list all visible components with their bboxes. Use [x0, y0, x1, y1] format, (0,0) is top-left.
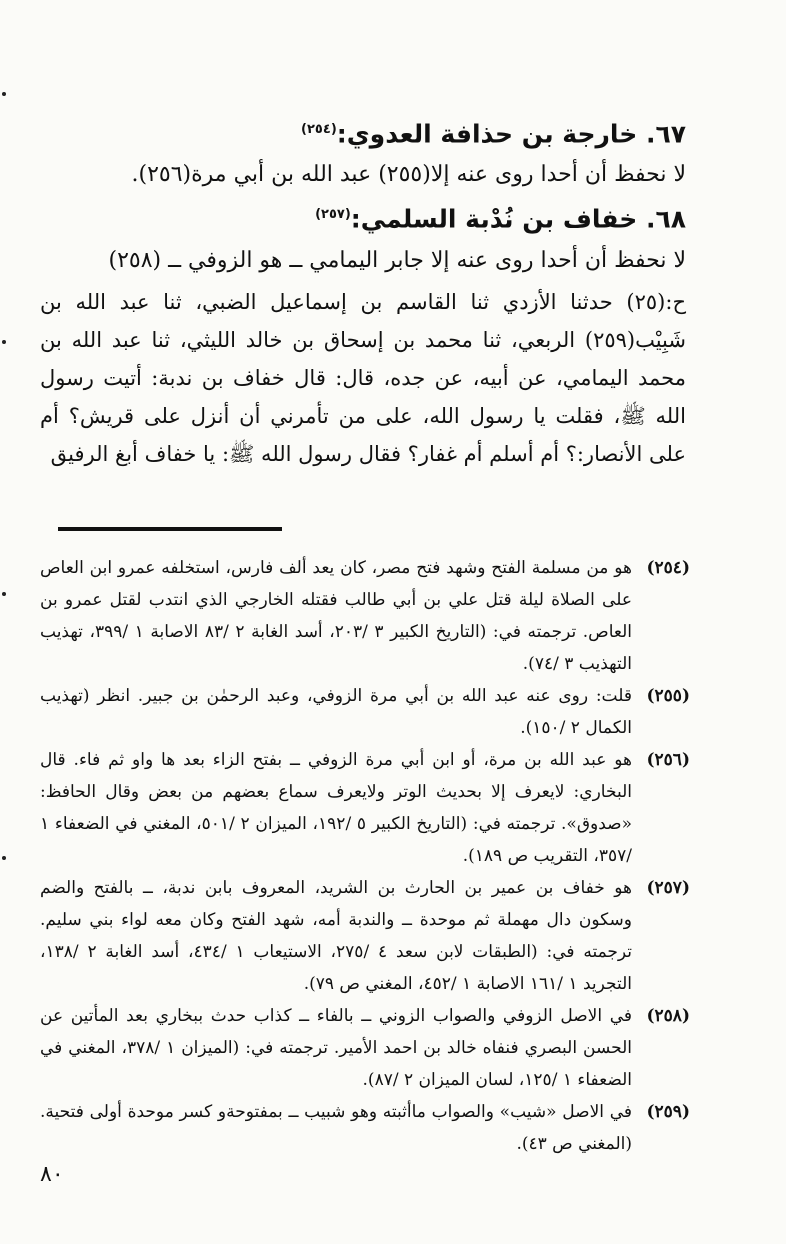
- page-number: ٨٠: [40, 1162, 64, 1187]
- footnote-text: في الاصل الزوفي والصواب الزوني ــ بالفاء ــ كذاب حدث ببخاري بعد المأتين عن الحسن البصري فنفاه خالد بن احمد الأمير. ترجمته في: (الميزان ١ /٣٧٨، المغني في الضعفاء ١ /١٢٥، لسان الميزان ٢ /٨٧).: [40, 1006, 632, 1090]
- footnote-254: [40, 552, 690, 680]
- footnote-256: [40, 744, 690, 872]
- footnote-257: [40, 872, 690, 1000]
- entry-line-67: لا نحفظ أن أحدا روى عنه إلا(٢٥٥) عبد الله بن أبي مرة(٢٥٦).: [131, 162, 686, 188]
- footnote-text: هو من مسلمة الفتح وشهد فتح مصر، كان يعد ألف فارس، استخلفه عمرو ابن العاص على الصلاة ليلة قتل علي بن أبي طالب فقتله الخارجي الذي انتدب لقتل عمرو بن العاص. ترجمته في: (التاريخ الكبير ٣ /٢٠٣، أسد الغابة ٢ /٨٣ الاصابة ١ /٣٩٩، تهذيب التهذيب ٣ /٧٤).: [40, 558, 632, 674]
- entry-line-68: لا نحفظ أن أحدا روى عنه إلا جابر اليمامي ــ هو الزوفي ــ (٢٥٨): [108, 247, 686, 273]
- hadith-text: ح:(٢٥) حدثنا الأزدي ثنا القاسم بن إسماعيل الضبي، ثنا عبد الله بن شَبِيْب(٢٥٩) الربعي، ثنا محمد بن إسحاق بن خالد الليثي، ثنا عبد الله بن محمد اليمامي، عن أبيه، عن جده، قال: قال خفاف بن ندبة: أتيت رسول الله ﷺ، فقلت يا رسول الله، على من تأمرني أن أنزل على قريش؟ أم على الأنصار:؟ أم أسلم أم غفار؟ فقال رسول الله ﷺ: يا خفاف أبغ الرفيق: [40, 289, 686, 466]
- scan-speck: [2, 92, 6, 96]
- footnote-number: (٢٥٥): [646, 686, 690, 706]
- footnotes: [40, 552, 690, 1160]
- footnote-258: [40, 1000, 690, 1096]
- footnote-text: قلت: روى عنه عبد الله بن أبي مرة الزوفي، وعبد الرحمٰن بن جبير. انظر (تهذيب الكمال ٢ /١٥٠).: [40, 686, 632, 738]
- entry-title-68: [40, 193, 686, 241]
- footnote-number: (٢٥٨): [646, 1006, 690, 1026]
- footnote-259: [40, 1096, 690, 1160]
- footnote-text: هو خفاف بن عمير بن الحارث بن الشريد، المعروف بابن ندبة، ــ بالفتح والضم وسكون دال مهملة ثم موحدة ــ والندبة أمه، شهد الفتح وكان معه لواء بني سليم. ترجمته في: (الطبقات لابن سعد ٤ /٢٧٥، الاستيعاب ١ /٤٣٤، أسد الغابة ٢ /١٣٨، التجريد ١ /١٦١ الاصابة ١ /٤٥٢، المغني ص ٧٩).: [40, 878, 633, 994]
- entry-note-ref-67: (٢٥٤): [301, 122, 337, 137]
- footnote-number: (٢٥٦): [646, 750, 690, 770]
- entry-title-68-text: ٦٨. خفاف بن نُدْبة السلمي:: [350, 204, 686, 234]
- entry-note-ref-68: (٢٥٧): [315, 207, 351, 223]
- footnote-divider: [58, 527, 282, 531]
- footnote-number: (٢٥٤): [646, 558, 690, 578]
- footnote-number: (٢٥٩): [646, 1102, 690, 1122]
- footnote-text: هو عبد الله بن مرة، أو ابن أبي مرة الزوفي ــ بفتح الزاء بعد ها واو ثم فاء. قال البخاري: لايعرف إلا بحديث الوتر ولايعرف سماع بعضهم من بعض وقال الحافظ: «صدوق». ترجمته في: (التاريخ الكبير ٥ /١٩٢، الميزان ٢ /٥٠١، المغني في الضعفاء ١ /٣٥٧، التقريب ص ١٨٩).: [40, 750, 632, 866]
- scan-speck: [2, 340, 6, 344]
- footnote-number: (٢٥٧): [646, 878, 690, 898]
- scan-speck: [2, 592, 6, 596]
- entry-title-67-text: ٦٧. خارجة بن حذافة العدوي:: [336, 119, 686, 149]
- scan-speck: [2, 856, 6, 860]
- main-text-area: [40, 108, 686, 473]
- footnote-255: [40, 680, 690, 744]
- footnote-text: في الاصل «شيب» والصواب ماأثبته وهو شبيب ــ بمفتوحةو كسر موحدة أولى فتحية. (المغني ص ٤٣).: [40, 1102, 632, 1154]
- entry-title-67: [40, 108, 686, 156]
